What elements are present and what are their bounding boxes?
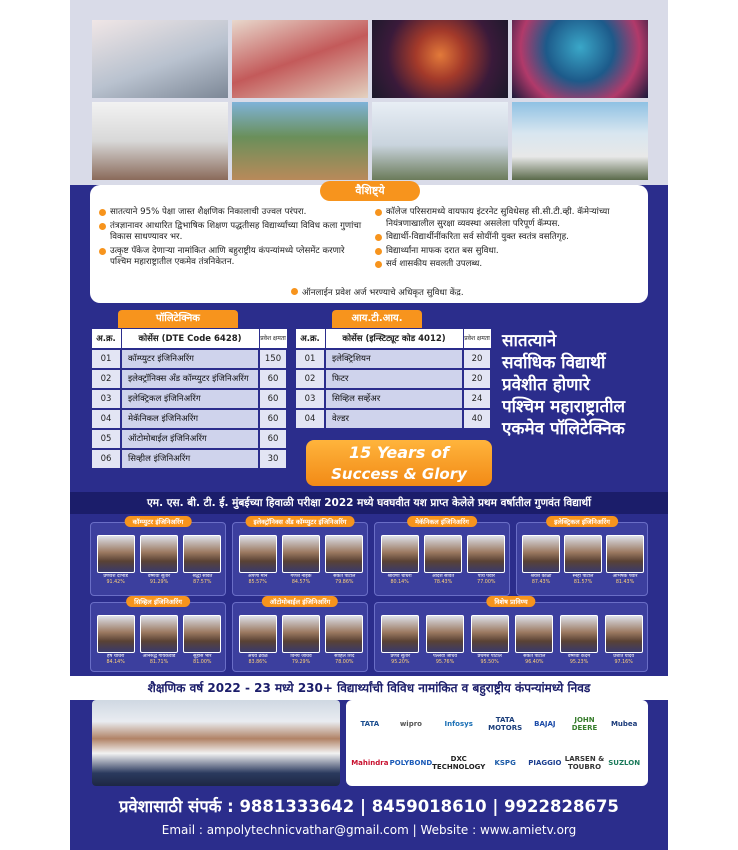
placement-title: शैक्षणिक वर्ष 2022 - 23 मध्ये 230+ विद्यार्थ्यांची विविध नामांकित व बहुराष्ट्रीय कंपन्यांमध्ये निवड — [70, 676, 668, 700]
department-box — [90, 598, 226, 672]
course-name: कॉम्प्युटर इंजिनिअरिंग — [121, 349, 259, 369]
sports-photo — [232, 102, 368, 180]
col-header-no: अ.क्र. — [295, 329, 325, 349]
student-name: प्रणव सुतार — [390, 654, 411, 659]
department-title: सिव्हिल इंजिनिअरिंग — [126, 596, 190, 607]
student-photo — [522, 535, 560, 573]
course-row — [91, 369, 287, 389]
company-logo: Mubea — [610, 719, 638, 728]
student-name: पार्थ पवार — [477, 574, 495, 579]
course-row — [295, 349, 491, 369]
feature-item-online: ऑनलाईन प्रवेश अर्ज भरण्याचे अधिकृत सुविधा केंद्र. — [290, 286, 464, 298]
col-header-seats: प्रवेश क्षमता — [463, 329, 491, 349]
student-photo — [467, 535, 505, 573]
company-logo: LARSEN & TOUBRO — [564, 754, 605, 771]
student-card — [138, 615, 180, 666]
course-number: 03 — [295, 389, 325, 409]
student-card — [513, 615, 555, 666]
student-percentage: 95.76% — [435, 660, 455, 665]
student-photo — [140, 535, 178, 573]
ceremony-photo — [92, 102, 228, 180]
student-percentage: 87.57% — [193, 580, 212, 585]
student-name: वैष्णवी सुतार — [147, 574, 171, 579]
course-number: 05 — [91, 429, 121, 449]
slogan-line: पश्चिम महाराष्ट्रातील — [502, 397, 626, 417]
student-photo — [381, 615, 419, 653]
company-logo: KSPG — [494, 758, 516, 767]
company-logo: PIAGGIO — [528, 758, 562, 767]
student-card — [603, 615, 645, 666]
student-name: हर्ष चौधरी — [107, 654, 125, 659]
student-percentage: 81.43% — [615, 580, 635, 585]
course-name: इलेक्ट्रिशियन — [325, 349, 463, 369]
features-title: वैशिष्ट्ये — [320, 181, 420, 201]
student-percentage: 81.57% — [573, 580, 593, 585]
features-panel — [90, 185, 648, 303]
tagline-line-2: Success & Glory — [331, 465, 467, 483]
tagline-line-1: 15 Years of — [349, 443, 449, 462]
student-card — [520, 535, 562, 586]
company-logo: DXC TECHNOLOGY — [432, 754, 486, 771]
dance-performance-photo — [372, 20, 508, 98]
student-photo — [560, 615, 598, 653]
student-card — [237, 535, 279, 586]
course-number: 02 — [295, 369, 325, 389]
course-name: फिटर — [325, 369, 463, 389]
student-name: वैष्णवी कदम — [567, 654, 591, 659]
department-box — [232, 518, 368, 596]
student-percentage: 78.43% — [433, 580, 453, 585]
student-photo — [471, 615, 509, 653]
department-box — [232, 598, 368, 672]
company-logo: Mahindra — [351, 758, 389, 767]
col-header-course: कोर्सेस (DTE Code 6428) — [121, 329, 259, 349]
student-photo — [381, 535, 419, 573]
student-name: संकेत पाटील — [523, 654, 546, 659]
feature-item: सातत्याने 95% पेक्षा जास्त शैक्षणिक निकालाची उज्वल परंपरा. — [98, 207, 366, 219]
course-name: सिव्हिल सर्व्हेअर — [325, 389, 463, 409]
course-name: वेल्डर — [325, 409, 463, 429]
course-row — [91, 389, 287, 409]
student-card — [181, 535, 223, 586]
student-photo — [424, 535, 462, 573]
iti-courses-table — [294, 328, 492, 430]
department-title: विशेष प्राविण्य — [486, 596, 535, 607]
student-card — [422, 535, 464, 586]
course-seats: 60 — [259, 369, 287, 389]
course-row — [91, 349, 287, 369]
student-name: स्नेहा पाटील — [572, 574, 594, 579]
student-card — [280, 535, 322, 586]
department-title: इलेक्ट्रिकल इंजिनिअरिंग — [546, 516, 618, 527]
course-seats: 150 — [259, 349, 287, 369]
toppers-ribbon: एम. एस. बी. टी. ई. मुंबईच्या हिवाळी परीक्षा 2022 मध्ये घवघवीत यश प्राप्त केलेले प्रथम वर्षातील गुणवंत विद्यार्थी — [70, 492, 668, 514]
feature-item: सर्व शासकीय सवलती उपलब्ध. — [374, 259, 642, 271]
department-title: ऑटोमोबाईल इंजिनिअरिंग — [262, 596, 338, 607]
course-name: मेकॅनिकल इंजिनिअरिंग — [121, 409, 259, 429]
student-card — [424, 615, 466, 666]
col-header-course: कोर्सेस (इन्स्टिट्यूट कोड 4012) — [325, 329, 463, 349]
department-box — [374, 598, 648, 672]
success-tagline — [306, 440, 492, 486]
student-photo — [183, 615, 221, 653]
student-name: प्रथमेश पाटील — [477, 654, 502, 659]
student-photo — [183, 535, 221, 573]
student-name: अपर्णा माने — [247, 574, 268, 579]
student-photo — [515, 615, 553, 653]
course-row — [295, 409, 491, 429]
slogan-line: सर्वाधिक विद्यार्थी — [502, 353, 606, 373]
student-percentage: 97.16% — [614, 660, 633, 665]
course-seats: 30 — [259, 449, 287, 469]
student-card — [558, 615, 600, 666]
student-name: अथर्व ढवळे — [247, 654, 268, 659]
volleyball-photo — [372, 102, 508, 180]
course-name: सिव्हील इंजिनिअरिंग — [121, 449, 259, 469]
company-logo: TATA — [360, 719, 380, 728]
student-name: श्रेयश कोळी — [530, 574, 552, 579]
student-name: आदर्श सावंत — [431, 574, 455, 579]
student-photo — [97, 535, 135, 573]
course-seats: 20 — [463, 369, 491, 389]
student-card — [465, 535, 507, 586]
course-number: 01 — [295, 349, 325, 369]
company-logo: BAJAJ — [534, 719, 556, 728]
student-percentage: 79.86% — [335, 580, 354, 585]
student-percentage: 81.71% — [149, 660, 169, 665]
company-logo: Infosys — [444, 719, 473, 728]
course-number: 06 — [91, 449, 121, 469]
student-photo — [239, 535, 277, 573]
col-header-no: अ.क्र. — [91, 329, 121, 349]
admission-poster — [70, 0, 668, 850]
student-name: श्रावणी चौधरी — [387, 574, 412, 579]
col-header-seats: प्रवेश क्षमता — [259, 329, 287, 349]
course-row — [91, 409, 287, 429]
student-photo — [97, 615, 135, 653]
company-logo: JOHN DEERE — [571, 715, 598, 732]
department-title: कॉम्प्युटर इंजिनिअरिंग — [125, 516, 192, 527]
lab-photo — [92, 20, 228, 98]
polytechnic-title: पॉलिटेक्निक — [118, 310, 238, 328]
student-percentage: 87.43% — [531, 580, 551, 585]
department-box — [516, 518, 648, 596]
student-card — [562, 535, 604, 586]
course-seats: 20 — [463, 349, 491, 369]
polytechnic-courses-table — [90, 328, 288, 470]
course-number: 02 — [91, 369, 121, 389]
student-name: सुहास भोरे — [193, 654, 212, 659]
course-number: 04 — [91, 409, 121, 429]
student-percentage: 95.50% — [480, 660, 499, 665]
student-photo — [282, 615, 320, 653]
contact-section — [70, 790, 668, 850]
student-name: अभिषेक पवार — [612, 574, 638, 579]
student-card — [379, 615, 421, 666]
student-name: संकेत पाटील — [333, 574, 356, 579]
student-percentage: 77.00% — [477, 580, 496, 585]
student-percentage: 95.20% — [391, 660, 410, 665]
student-percentage: 84.14% — [106, 660, 125, 665]
student-card — [181, 615, 223, 666]
course-seats: 40 — [463, 409, 491, 429]
slogan-line: प्रवेशीत होणारे — [502, 375, 590, 395]
student-photo — [564, 535, 602, 573]
company-logo: TATA MOTORS — [488, 715, 523, 732]
course-row — [91, 429, 287, 449]
feature-item: विद्यार्थी-विद्यार्थीनींकरिता सर्व सोयींनी युक्त स्वतंत्र वसतिगृह. — [374, 232, 642, 244]
student-name: गणेश नाईक — [290, 574, 312, 579]
company-logo: wipro — [399, 719, 422, 728]
student-card — [469, 615, 511, 666]
course-name: ऑटोमोबाईल इंजिनिअरिंग — [121, 429, 259, 449]
student-photo — [282, 535, 320, 573]
photo-collage — [70, 0, 668, 185]
student-percentage: 84.57% — [291, 580, 311, 585]
feature-item: तंत्रज्ञानावर आधारित द्विभाषिक शिक्षण पद्धतीसह विद्यार्थ्यांच्या विविध कला गुणांचा विकास साधण्यावर भर. — [98, 221, 366, 244]
student-card — [323, 615, 365, 666]
course-seats: 60 — [259, 429, 287, 449]
college-buses-photo — [512, 102, 648, 180]
course-row — [91, 449, 287, 469]
student-name: अनिरुद्ध गायकवाड — [142, 654, 176, 659]
student-name: प्रणवेश दाभाडे — [103, 574, 128, 579]
student-percentage: 78.00% — [335, 660, 354, 665]
department-box — [90, 518, 226, 596]
feature-item: उत्कृष्ट पॅकेज देणाऱ्या नामांकित आणि बहुराष्ट्रीय कंपन्यांमध्ये प्लेसमेंट करणारे पश्चिम महाराष्ट्रातील एकमेव तंत्रनिकेतन. — [98, 246, 366, 269]
course-number: 04 — [295, 409, 325, 429]
course-name: इलेक्ट्रॉनिक्स ॲंड कॉम्प्युटर इंजिनिअरिंग — [121, 369, 259, 389]
student-card — [379, 535, 421, 586]
students-photo — [232, 20, 368, 98]
company-logo: POLYBOND — [389, 758, 433, 767]
student-photo — [605, 615, 643, 653]
course-seats: 60 — [259, 409, 287, 429]
company-logo: SUZLON — [608, 758, 641, 767]
student-card — [604, 535, 646, 586]
student-photo — [426, 615, 464, 653]
department-title: इलेक्ट्रॉनिक्स ॲंड कॉम्प्युटर इंजिनिअरिंग — [246, 516, 355, 527]
slogan-line: एकमेव पॉलिटेक्निक — [502, 419, 625, 439]
features-list-right — [374, 207, 642, 273]
student-name: श्रद्धा सावंत — [192, 574, 213, 579]
student-card — [138, 535, 180, 586]
student-card — [237, 615, 279, 666]
student-percentage: 79.29% — [291, 660, 311, 665]
student-card — [95, 615, 137, 666]
features-list-left — [98, 207, 366, 271]
student-photo — [325, 535, 363, 573]
contact-email-website: Email : ampolytechnicvathar@gmail.com | Website : www.amietv.org — [161, 823, 577, 837]
student-card — [95, 535, 137, 586]
student-name: प्रशांत यादव — [613, 654, 635, 659]
department-title: मेकॅनिकल इंजिनिअरिंग — [407, 516, 477, 527]
feature-item: कॉलेज परिसरामध्ये वायफाय इंटरनेट सुविधेसह सी.सी.टी.व्ही. कॅमेऱ्यांच्या नियंत्रणाखालील सुरक्षा व्यवस्था असलेला परिपूर्ण कॅम्पस. — [374, 207, 642, 230]
student-name: विनय जाधव — [290, 654, 312, 659]
slogan-line: सातत्याने — [502, 331, 557, 351]
student-name: पल्लवी जाधव — [433, 654, 457, 659]
student-percentage: 83.86% — [248, 660, 267, 665]
student-percentage: 95.23% — [569, 660, 589, 665]
company-logos — [346, 700, 648, 786]
feature-item: विद्यार्थ्यांना माफक दरात बस सुविधा. — [374, 246, 642, 258]
course-row — [295, 389, 491, 409]
course-name: इलेक्ट्रिकल इंजिनिअरिंग — [121, 389, 259, 409]
student-name: साहिल शिंदे — [334, 654, 355, 659]
student-percentage: 91.29% — [149, 580, 169, 585]
student-photo — [325, 615, 363, 653]
slogan — [502, 330, 662, 440]
student-percentage: 80.14% — [390, 580, 409, 585]
course-number: 01 — [91, 349, 121, 369]
course-row — [295, 369, 491, 389]
placed-students-group-photo — [92, 700, 340, 786]
course-number: 03 — [91, 389, 121, 409]
contact-phones: प्रवेशासाठी संपर्क : 9881333642 | 8459018610 | 9922828675 — [119, 797, 619, 816]
student-photo — [239, 615, 277, 653]
student-percentage: 96.40% — [525, 660, 544, 665]
course-seats: 60 — [259, 389, 287, 409]
student-percentage: 91.42% — [106, 580, 125, 585]
student-photo — [140, 615, 178, 653]
student-percentage: 81.00% — [193, 660, 212, 665]
course-seats: 24 — [463, 389, 491, 409]
iti-title: आय.टी.आय. — [332, 310, 422, 328]
student-photo — [606, 535, 644, 573]
student-card — [323, 535, 365, 586]
student-percentage: 85.57% — [248, 580, 267, 585]
department-box — [374, 518, 510, 596]
stage-performance-photo — [512, 20, 648, 98]
student-card — [280, 615, 322, 666]
